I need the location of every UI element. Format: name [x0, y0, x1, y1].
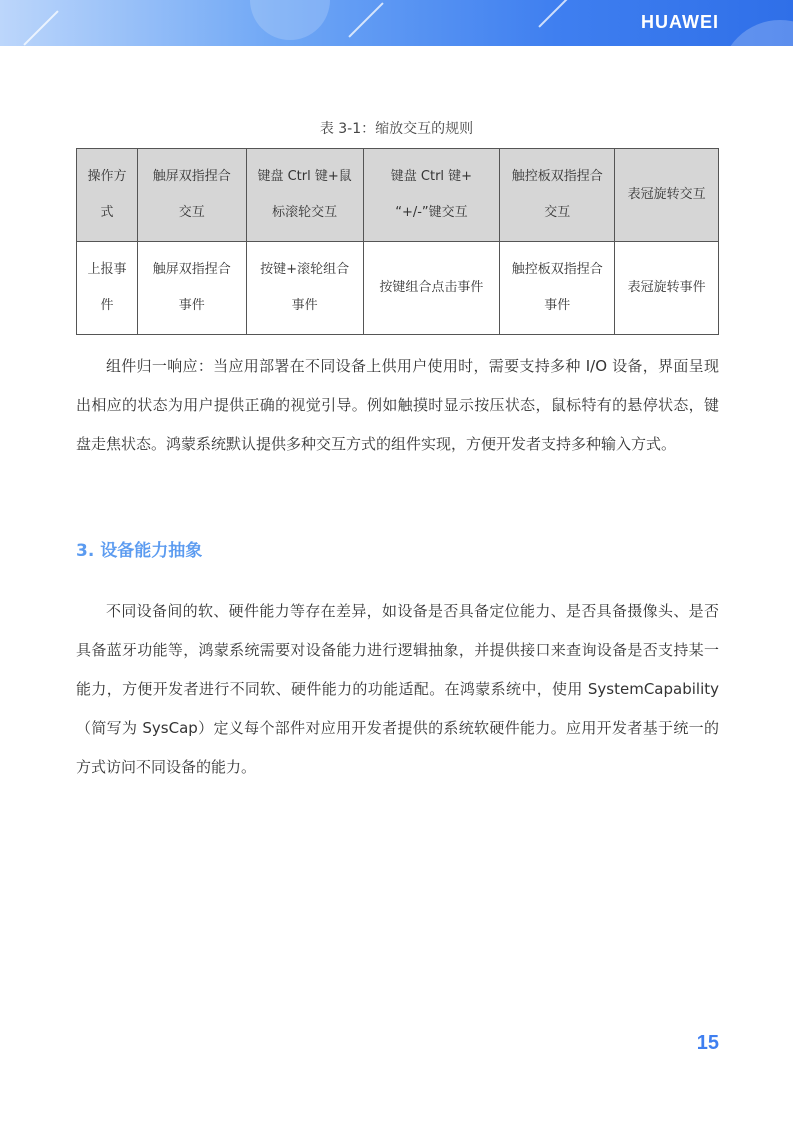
table-header-row [77, 149, 719, 242]
table-caption: 表 3-1：缩放交互的规则 [319, 121, 474, 137]
decor-circle [250, 0, 330, 40]
table-cell: 按键+滚轮组合 事件 [246, 242, 363, 335]
section-title: 3. 设备能力抽象 [76, 541, 203, 561]
header-cell: 键盘 Ctrl 键+ “+/-”键交互 [363, 149, 500, 242]
header-banner [0, 0, 793, 46]
paragraph-device-capability: 不同设备间的软、硬件能力等存在差异，如设备是否具备定位能力、是否具备摄像头、是否具备蓝牙功能等，鸿蒙系统需要对设备能力进行逻辑抽象，并提供接口来查询设备是否支持某一能力，方便开发者进行不同软、硬件能力的功能适配。在鸿蒙系统中，使用 SystemCapability（简写为 SysCap）定义每个部件对应用开发者提供的系统软硬件能力。应用开发者基于统一的方式访问不同设备的能力。 [76, 602, 719, 776]
zoom-rules-table [76, 148, 719, 335]
table-cell: 按键组合点击事件 [363, 242, 500, 335]
header-cell: 操作方 式 [77, 149, 138, 242]
brand-logo: HUAWEI [641, 12, 719, 32]
header-cell: 触屏双指捏合 交互 [137, 149, 246, 242]
decor-slash [348, 2, 383, 37]
header-cell: 触控板双指捏合 交互 [500, 149, 615, 242]
table-cell: 触屏双指捏合 事件 [137, 242, 246, 335]
page-number: 15 [696, 1032, 719, 1054]
header-cell: 表冠旋转交互 [615, 149, 719, 242]
paragraph-component-response: 组件归一响应：当应用部署在不同设备上供用户使用时，需要支持多种 I/O 设备，界面呈现出相应的状态为用户提供正确的视觉引导。例如触摸时显示按压状态，鼠标特有的悬停状态，键盘走焦状态。鸿蒙系统默认提供多种交互方式的组件实现，方便开发者支持多种输入方式。 [76, 357, 719, 453]
table-cell: 表冠旋转事件 [615, 242, 719, 335]
header-cell: 键盘 Ctrl 键+鼠 标滚轮交互 [246, 149, 363, 242]
table-row [77, 242, 719, 335]
decor-circle [720, 20, 793, 46]
decor-slash [23, 10, 58, 45]
table-cell: 上报事 件 [77, 242, 138, 335]
decor-slash [538, 0, 573, 28]
table-cell: 触控板双指捏合 事件 [500, 242, 615, 335]
